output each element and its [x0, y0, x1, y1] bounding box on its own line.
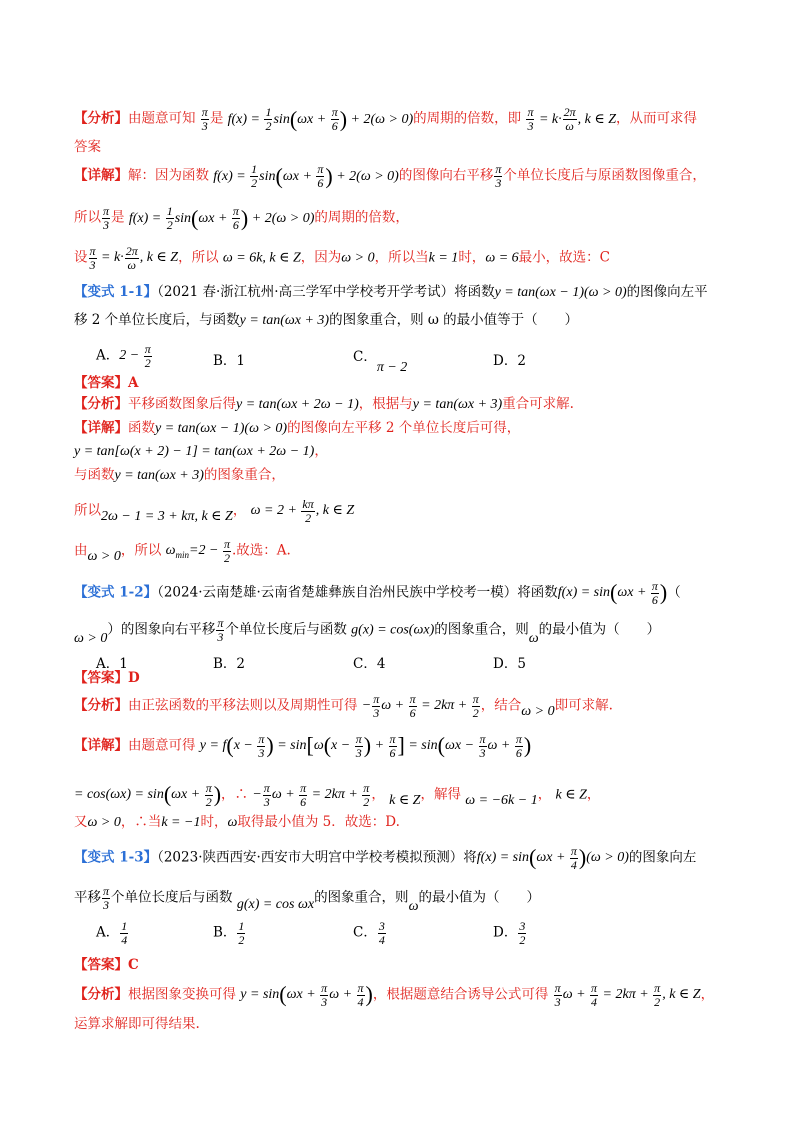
- variant-1-2-answer: 【答案】D: [74, 670, 140, 686]
- variant-1-1-question-line-2: 移 2 个单位长度后，与函数y = tan(ωx + 3)的图象重合，则 ω 的最小值等于（ ）: [74, 312, 579, 328]
- variant-1-3-analysis-1: 【分析】根据图象变换可得 y = sin(ωx + $\frac{\pi}{3}$ ω + $\frac{\pi}{4}$ )，根据题意结合诱导公式可得 $\frac{\pi}{3}$ ω + $\frac{\pi}{4}$ = 2kπ + $\frac{\pi}{2}$ , k ∈ Z，: [74, 981, 715, 1009]
- variant-1-1-detail-3: 与函数y = tan(ωx + 3)的图象重合，: [74, 467, 285, 483]
- variant-1-1-question-line-1: 【变式 1-1】（2021 春·浙江杭州·高三学军中学校考开学考试）将函数y = tan(ωx − 1)(ω > 0)的图像向左平: [74, 284, 708, 300]
- variant-1-1-detail-2: y = tan[ω(x + 2) − 1] = tan(ωx + 2ω − 1)，: [74, 443, 328, 459]
- option-c[interactable]: C．π − 2: [353, 349, 408, 375]
- formula: f(x) = $\frac{1}{2}$ sin(ωx + $\frac{\pi}{6}$ ) + 2(ω > 0): [227, 105, 414, 133]
- variant-1-3-analysis-2: 运算求解即可得结果.: [74, 1016, 200, 1032]
- variant-1-1-detail-4: 所以2ω − 1 = 3 + kπ, k ∈ Z， ω = 2 + $\frac{k\pi}{2}$ , k ∈ Z: [74, 497, 355, 525]
- variant-1-1-detail-1: 【详解】函数y = tan(ωx − 1)(ω > 0)的图像向左平移 2 个单位长度后可得，: [74, 420, 521, 436]
- analysis-tag: 【分析】: [74, 110, 128, 127]
- variant-1-1-analysis: 【分析】平移函数图象后得y = tan(ωx + 2ω − 1)，根据与y = tan(ωx + 3)重合可求解.: [74, 396, 574, 412]
- variant-1-2-detail-2: = cos(ωx) = sin(ωx + $\frac{\pi}{2}$ )，∴ − $\frac{\pi}{3}$ ω + $\frac{\pi}{6}$ = 2kπ + $\frac{\pi}{2}$ ， k ∈ Z，解得 ω = −6k − 1， k ∈ Z，: [74, 781, 601, 809]
- option-c[interactable]: C．4: [353, 656, 386, 672]
- variant-1-2-question-line-1: 【变式 1-2】（2024·云南楚雄·云南省楚雄彝族自治州民族中学校考一模）将函数f(x) = sin(ωx + $\frac{\pi}{6}$ )（: [74, 579, 681, 607]
- variant-1-2-detail-3: 又ω > 0，∴当k = −1时，ω取得最小值为 5．故选：D.: [74, 814, 400, 830]
- variant-1-2-question-line-2: ω > 0）的图象向右平移 $\frac{\pi}{3}$ 个单位长度后与函数 g(x) = cos(ωx)的图象重合，则ω的最小值为（ ）: [74, 616, 661, 646]
- variant-1-3-question-line-2: 平移 $\frac{\pi}{3}$ 个单位长度后与函数 g(x) = cos ωx的图象重合，则ω的最小值为（ ）: [74, 884, 540, 914]
- option-b[interactable]: B．1: [213, 353, 246, 369]
- detail-line-2: 所以 $\frac{\pi}{3}$ 是 f(x) = $\frac{1}{2}$ sin(ωx + $\frac{\pi}{6}$ ) + 2(ω > 0)的周期的倍数，: [74, 204, 409, 232]
- option-b[interactable]: B．2: [213, 656, 246, 672]
- option-a[interactable]: A． $\frac{1}{4}$: [96, 919, 128, 947]
- variant-1-3-question-line-1: 【变式 1-3】（2023·陕西西安·西安市大明宫中学校考模拟预测）将f(x) = sin(ωx + $\frac{\pi}{4}$ )(ω > 0)的图象向左: [74, 844, 697, 872]
- option-a[interactable]: A．2 − $\frac{\pi}{2}$: [96, 342, 151, 370]
- detail-line-3: 设 $\frac{\pi}{3}$ = k· $\frac{2\pi}{\omega}$ , k ∈ Z，所以 ω = 6k, k ∈ Z，因为ω > 0，所以当k = 1时，ω = 6最小，故选：C: [74, 244, 610, 272]
- variant-tag: 【变式 1-1】: [74, 284, 158, 300]
- variant-1-1-answer: 【答案】A: [74, 375, 139, 391]
- variant-1-2-analysis: 【分析】由正弦函数的平移法则以及周期性可得 − $\frac{\pi}{3}$ ω + $\frac{\pi}{6}$ = 2kπ + $\frac{\pi}{2}$ ，结合ω > 0即可求解.: [74, 692, 613, 720]
- analysis-line-1: 【分析】由题意可知 $\frac{\pi}{3}$ 是 f(x) = $\frac{1}{2}$ sin(ωx + $\frac{\pi}{6}$ ) + 2(ω > 0)的周期的倍数，即 $\frac{\pi}{3}$ = k· $\frac{2\pi}{\omega}$ , k ∈ Z，从而可求得: [74, 105, 698, 133]
- detail-line-1: 【详解】解：因为函数 f(x) = $\frac{1}{2}$ sin(ωx + $\frac{\pi}{6}$ ) + 2(ω > 0)的图像向右平移 $\frac{\pi}{3}$ 个单位长度后与原函数图像重合，: [74, 162, 706, 190]
- variant-1-2-detail-1: 【详解】由题意可得 y = f(x − $\frac{\pi}{3}$ ) = sin[ω(x − $\frac{\pi}{3}$ ) + $\frac{\pi}{6}$ ] = sin(ωx − $\frac{\pi}{3}$ ω + $\frac{\pi}{6}$ ): [74, 732, 532, 760]
- option-d[interactable]: D．2: [493, 353, 526, 369]
- option-b[interactable]: B． $\frac{1}{2}$: [213, 919, 245, 947]
- detail-tag: 【详解】: [74, 167, 128, 184]
- option-d[interactable]: D．5: [493, 656, 526, 672]
- option-c[interactable]: C． $\frac{3}{4}$: [353, 919, 385, 947]
- option-d[interactable]: D． $\frac{3}{2}$: [493, 919, 526, 947]
- variant-1-1-detail-5: 由ω > 0，所以 $\omega_{min}=2$ − $\frac{\pi}{2}$ .故选：A.: [74, 537, 291, 565]
- option-a[interactable]: A．1: [96, 656, 128, 672]
- variant-1-3-answer: 【答案】C: [74, 957, 139, 973]
- analysis-line-2: 答案: [74, 139, 101, 155]
